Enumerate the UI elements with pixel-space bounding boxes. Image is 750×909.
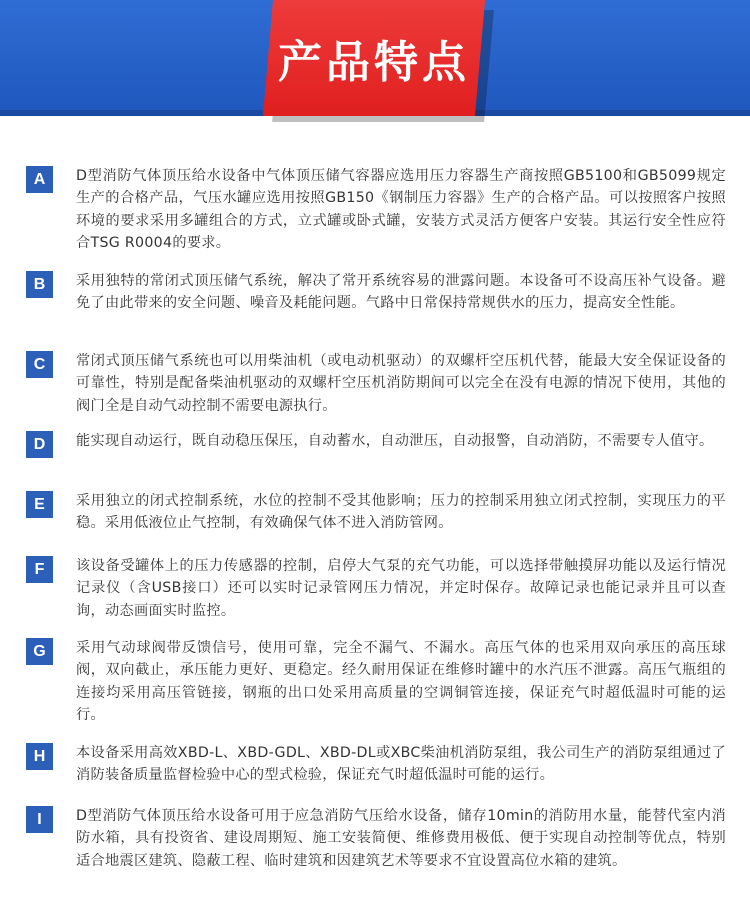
feature-letter-badge: B xyxy=(26,271,53,298)
feature-text: 能实现自动运行，既自动稳压保压，自动蓄水，自动泄压，自动报警，自动消防，不需要专人值守。 xyxy=(76,433,714,449)
feature-text: 采用独特的常闭式顶压储气系统，解决了常开系统容易的泄露问题。本设备可不设高压补气设备。避免了由此带来的安全问题、噪音及耗能问题。气路中日常保持常规供水的压力，提高安全性能。 xyxy=(76,273,726,312)
title-box xyxy=(263,0,485,116)
feature-text: D型消防气体顶压给水设备中气体顶压储气容器应选用压力容器生产商按照GB5100和GB5099规定生产的合格产品，气压水罐应选用按照GB150《钢制压力容器》生产的合格产品。可以按照客户按照环境的要求采用多罐组合的方式，立式罐或卧式罐，安装方式灵活方便客户安装。其运行安全性应符合TSG R0004的要求。 xyxy=(76,168,726,252)
feature-text: D型消防气体顶压给水设备可用于应急消防气压给水设备，储存10min的消防用水量，能替代室内消防水箱，具有投资省、建设周期短、施工安装简便、维修费用极低、便于实现自动控制等优点，特别适合地震区建筑、隐蔽工程、临时建筑和因建筑艺术等要求不宜设置高位水箱的建筑。 xyxy=(76,808,726,869)
feature-text: 采用独立的闭式控制系统，水位的控制不受其他影响；压力的控制采用独立闭式控制，实现压力的平稳。采用低液位止气控制，有效确保气体不进入消防管网。 xyxy=(76,493,726,532)
page-title: 产品特点 xyxy=(278,37,470,88)
feature-text: 常闭式顶压储气系统也可以用柴油机（或电动机驱动）的双螺杆空压机代替，能最大安全保证设备的可靠性，特别是配备柴油机驱动的双螺杆空压机消防期间可以完全在没有电源的情况下使用，其他的阀门全是自动气动控制不需要电源执行。 xyxy=(76,353,726,414)
feature-letter-badge: E xyxy=(26,491,53,518)
feature-text: 该设备受罐体上的压力传感器的控制，启停大气泵的充气功能，可以选择带触摸屏功能以及运行情况记录仪（含USB接口）还可以实时记录管网压力情况，并定时保存。故障记录也能记录并且可以查询，动态画面实时监控。 xyxy=(76,558,726,619)
feature-letter-badge: G xyxy=(26,638,53,665)
feature-letter-badge: H xyxy=(26,743,53,770)
feature-letter-badge: A xyxy=(26,166,53,193)
feature-text: 采用气动球阀带反馈信号，使用可靠，完全不漏气、不漏水。高压气体的也采用双向承压的高压球阀，双向截止，承压能力更好、更稳定。经久耐用保证在维修时罐中的水汽压不泄露。高压气瓶组的连接均采用高压管链接，钢瓶的出口处采用高质量的空调铜管连接，保证充气时超低温时可能的运行。 xyxy=(76,640,726,724)
feature-text: 本设备采用高效XBD-L、XBD-GDL、XBD-DL或XBC柴油机消防泵组，我公司生产的消防泵组通过了消防装备质量监督检验中心的型式检验，保证充气时超低温时可能的运行。 xyxy=(76,745,726,784)
feature-letter-badge: F xyxy=(26,556,53,583)
feature-letter-badge: I xyxy=(26,806,53,833)
feature-letter-badge: C xyxy=(26,351,53,378)
feature-letter-badge: D xyxy=(26,431,53,458)
